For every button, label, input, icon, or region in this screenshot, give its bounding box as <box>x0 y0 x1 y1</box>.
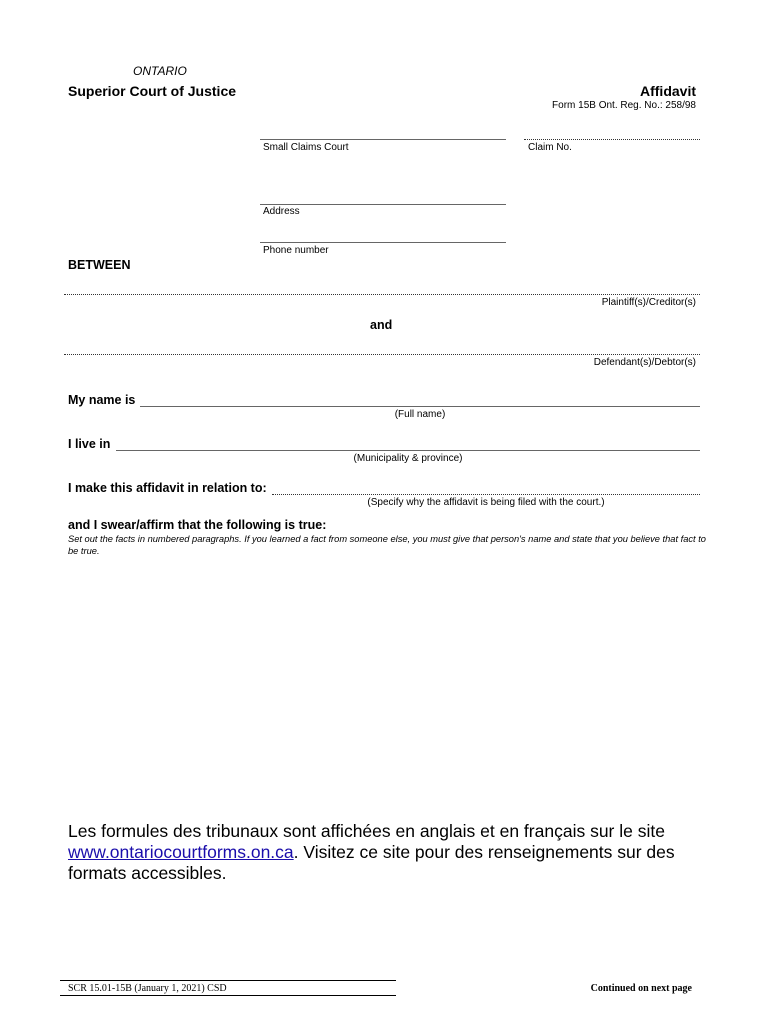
footer-rule-bottom <box>60 995 396 996</box>
defendant-field[interactable] <box>64 354 700 355</box>
court-name: Superior Court of Justice <box>68 83 237 99</box>
address-label: Address <box>263 206 300 217</box>
small-claims-court-label: Small Claims Court <box>263 142 349 153</box>
jurisdiction-label: ONTARIO <box>133 64 187 78</box>
name-label: My name is <box>68 393 136 407</box>
municipality-caption: (Municipality & province) <box>353 453 463 464</box>
address-field[interactable] <box>260 204 506 205</box>
defendant-label: Defendant(s)/Debtor(s) <box>593 357 696 368</box>
form-code: SCR 15.01-15B (January 1, 2021) CSD <box>68 983 227 994</box>
full-name-caption: (Full name) <box>394 409 446 420</box>
plaintiff-label: Plaintiff(s)/Creditor(s) <box>601 297 696 308</box>
between-label: BETWEEN <box>68 258 131 272</box>
continued-note: Continued on next page <box>590 983 692 994</box>
relation-label: I make this affidavit in relation to: <box>68 481 267 495</box>
and-label: and <box>370 318 393 332</box>
notice-text-before: Les formules des tribunaux sont affichées en anglais et en français sur le site <box>68 821 665 841</box>
claim-no-label: Claim No. <box>528 142 572 153</box>
form-title: Affidavit <box>640 83 696 99</box>
swear-heading: and I swear/affirm that the following is true: <box>68 518 327 532</box>
phone-number-label: Phone number <box>263 245 329 256</box>
municipality-field[interactable] <box>116 450 700 451</box>
relation-caption: (Specify why the affidavit is being filed with the court.) <box>367 497 605 508</box>
plaintiff-field[interactable] <box>64 294 700 295</box>
full-name-field[interactable] <box>140 406 700 407</box>
small-claims-court-field[interactable] <box>260 139 506 140</box>
footer-rule-top <box>60 980 396 981</box>
swear-instructions: Set out the facts in numbered paragraphs. If you learned a fact from someone else, you must give that person's name and state that you believe that fact to be true. <box>68 534 706 556</box>
facts-area[interactable] <box>68 562 700 807</box>
ontario-court-forms-link[interactable]: www.ontariocourtforms.on.ca <box>68 842 294 862</box>
live-in-label: I live in <box>68 437 111 451</box>
relation-field[interactable] <box>272 494 700 495</box>
language-notice <box>68 821 708 884</box>
phone-number-field[interactable] <box>260 242 506 243</box>
notice-text-after: . Visitez ce site pour des renseignements sur des formats accessibles. <box>68 842 675 883</box>
form-number: Form 15B Ont. Reg. No.: 258/98 <box>552 100 696 111</box>
claim-no-field[interactable] <box>524 139 700 140</box>
